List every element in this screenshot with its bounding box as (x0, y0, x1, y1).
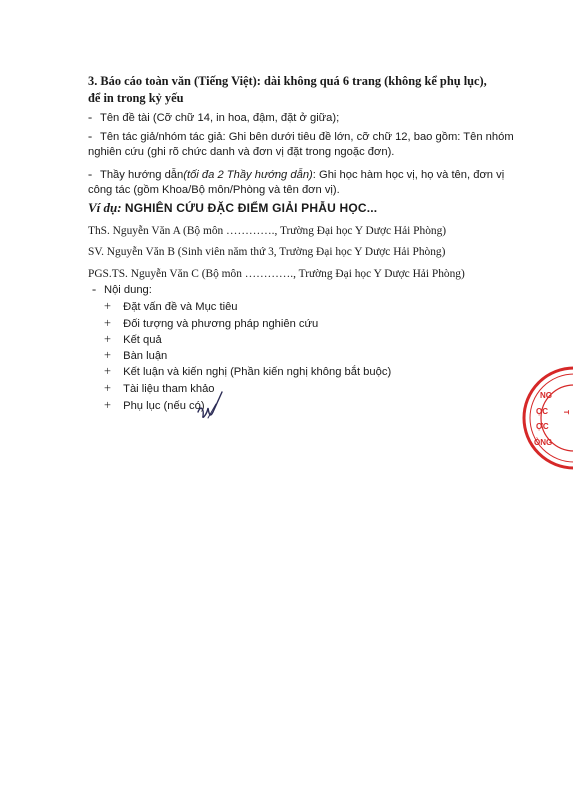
plus-bullet: + (104, 332, 111, 346)
requirement-3: - Thầy hướng dẫn(tối đa 2 Thầy hướng dẫn): Ghi học hàm học vị, họ và tên, đơn vị (88, 167, 505, 181)
signature-mark (196, 390, 226, 424)
dash-bullet: - (92, 282, 97, 296)
content-item-1: + Đặt vấn đề và Mục tiêu (104, 299, 238, 313)
requirement-3-note: (tối đa 2 Thầy hướng dẫn) (183, 169, 313, 181)
dash-bullet: - (88, 129, 93, 143)
plus-bullet: + (104, 316, 111, 330)
requirement-2-continued: nghiên cứu (ghi rõ chức danh và đơn vị đặt trong ngoặc đơn). (88, 146, 395, 158)
plus-bullet: + (104, 364, 111, 378)
author-2: SV. Nguyễn Văn B (Sinh viên năm thứ 3, Trường Đại học Y Dược Hải Phòng) (88, 246, 446, 258)
official-stamp (516, 366, 573, 476)
content-item-4: + Bàn luận (104, 348, 168, 362)
section-title-line2: để in trong kỷ yếu (88, 91, 184, 105)
requirement-2: - Tên tác giả/nhóm tác giả: Ghi bên dưới tiêu đề lớn, cỡ chữ 12, bao gồm: Tên nhóm (88, 129, 514, 143)
plus-bullet: + (104, 381, 111, 395)
content-item-2: + Đối tượng và phương pháp nghiên cứu (104, 316, 319, 330)
svg-text:NG: NG (540, 391, 552, 400)
content-item-3: + Kết quả (104, 332, 162, 346)
content-item-7: + Phụ lục (nếu có) (104, 398, 205, 412)
svg-text:ÒNG: ÒNG (534, 438, 553, 447)
requirement-1: - Tên đề tài (Cỡ chữ 14, in hoa, đậm, đặt ở giữa); (88, 110, 340, 124)
svg-text:T: T (562, 410, 569, 415)
example-heading (88, 200, 377, 216)
svg-text:ỢC: ỢC (536, 422, 549, 431)
plus-bullet: + (104, 398, 111, 412)
plus-bullet: + (104, 348, 111, 362)
author-1: ThS. Nguyễn Văn A (Bộ môn …………., Trường Đại học Y Dược Hải Phòng) (88, 225, 447, 237)
section-title-line1: 3. Báo cáo toàn văn (Tiếng Việt): dài không quá 6 trang (không kể phụ lục), (88, 74, 487, 88)
example-label: Ví dụ: (88, 200, 122, 215)
example-title: NGHIÊN CỨU ĐẶC ĐIỂM GIẢI PHẪU HỌC... (124, 201, 378, 215)
content-label: - Nội dung: (92, 282, 152, 296)
content-item-6: + Tài liệu tham khảo (104, 381, 215, 395)
dash-bullet: - (88, 110, 93, 124)
dash-bullet: - (88, 167, 93, 181)
author-3: PGS.TS. Nguyễn Văn C (Bộ môn …………., Trường Đại học Y Dược Hải Phòng) (88, 268, 465, 280)
content-item-5: + Kết luận và kiến nghị (Phần kiến nghị không bắt buộc) (104, 364, 392, 378)
svg-text:ỌC: ỌC (536, 407, 548, 416)
requirement-3-continued: công tác (gồm Khoa/Bộ môn/Phòng và tên đơn vị). (88, 184, 340, 196)
plus-bullet: + (104, 299, 111, 313)
